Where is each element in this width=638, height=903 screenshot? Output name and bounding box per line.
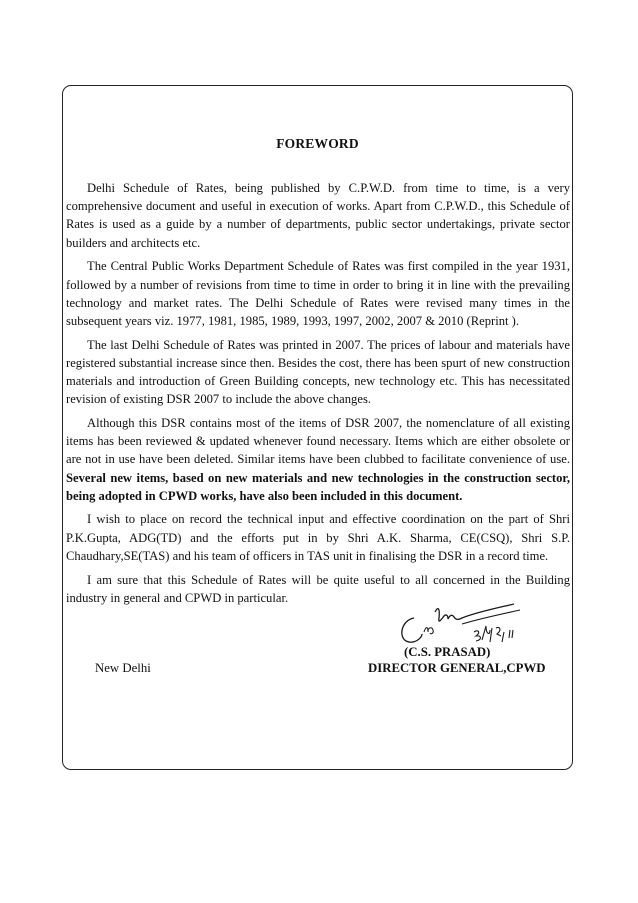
- paragraph-3: The last Delhi Schedule of Rates was printed in 2007. The prices of labour and materials have registered substantial increase since then. Besides the cost, there has been spurt of new construction materials and introduction of Green Building concepts, new technology etc. This has necessitated revision of existing DSR 2007 to include the above changes.: [66, 337, 570, 407]
- signatory-title: DIRECTOR GENERAL,CPWD: [368, 661, 546, 675]
- place-label: New Delhi: [95, 661, 151, 675]
- signatory-name: (C.S. PRASAD): [404, 645, 491, 659]
- page-title: FOREWORD: [276, 136, 359, 151]
- paragraph-4: [66, 414, 570, 505]
- paragraph-5: I wish to place on record the technical input and effective coordination on the part of Shri P.K.Gupta, ADG(TD) and the efforts put in by Shri A.K. Sharma, CE(CSQ), Shri S.P. Chaudhary,SE(TAS) and his team of officers in TAS unit in finalising the DSR in a record time.: [66, 512, 570, 563]
- paragraph-6: I am sure that this Schedule of Rates will be quite useful to all concerned in the Building industry in general and CPWD in particular.: [66, 572, 570, 605]
- foreword-body: [66, 179, 570, 612]
- paragraph-4-bold-text: Several new items, based on new materials and new technologies in the construction sector, being adopted in CPWD works, have also been included in this document.: [66, 470, 570, 503]
- paragraph-2: The Central Public Works Department Schedule of Rates was first compiled in the year 1931, followed by a number of revisions from time to time in order to bring it in line with the prevailing technology and market rates. The Delhi Schedule of Rates were revised many times in the subsequent years viz. 1977, 1981, 1985, 1989, 1993, 1997, 2002, 2007 & 2010 (Reprint ).: [66, 259, 570, 328]
- paragraph-1: Delhi Schedule of Rates, being published by C.P.W.D. from time to time, is a very comprehensive document and useful in execution of works. Apart from C.P.W.D., this Schedule of Rates is used as a guide by a number of departments, public sector undertakings, private sector builders and architects etc.: [66, 181, 570, 250]
- paragraph-4-text: Although this DSR contains most of the items of DSR 2007, the nomenclature of all existing items has been reviewed & updated whenever found necessary. Items which are either obsolete or are not in use have been deleted. Similar items have been clubbed to facilitate convenience of use.: [66, 415, 570, 467]
